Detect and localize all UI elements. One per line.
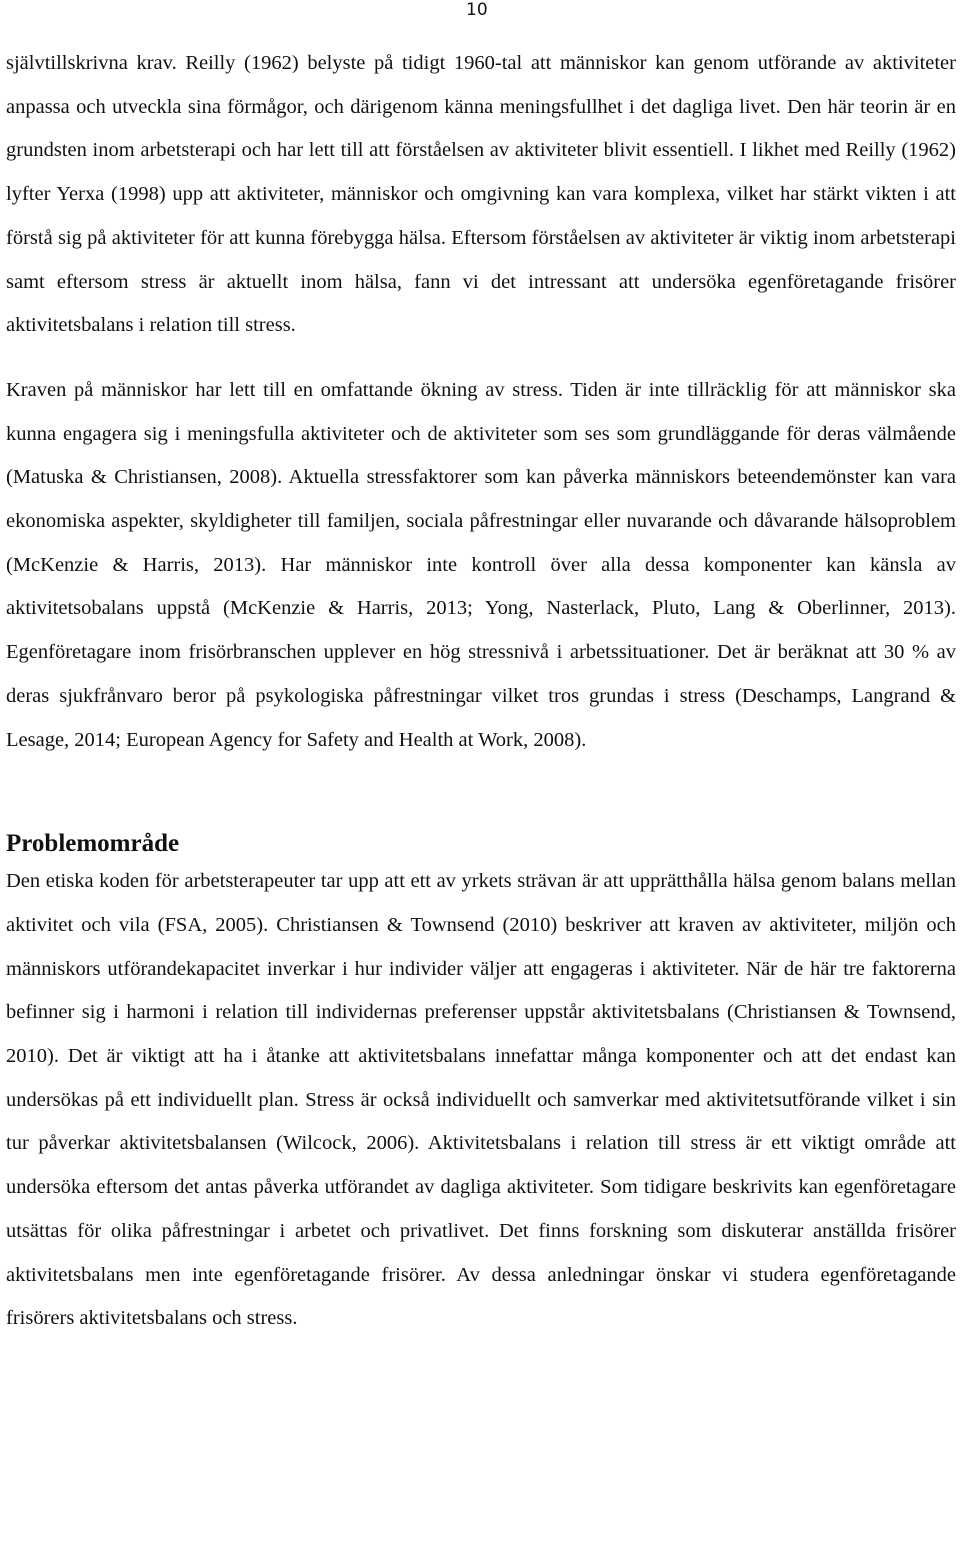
paragraph-problem-area: Den etiska koden för arbetsterapeuter tar upp att ett av yrkets strävan är att upprätthålla hälsa genom balans mellan aktivitet och vila (FSA, 2005). Christiansen & Townsend (2010) beskriver att kraven av aktiviteter, miljön och människors utförandekapacitet inverkar i hur individer väljer att engageras i aktiviteter. När de här tre faktorerna befinner sig i harmoni i relation till individernas preferenser uppstår aktivitetsbalans (Christiansen & Townsend, 2010). Det är viktigt att ha i åtanke att aktivitetsbalans innefattar många komponenter och att det endast kan undersökas på ett individuellt plan. Stress är också individuellt och samverkar med aktivitetsutförande vilket i sin tur påverkar aktivitetsbalansen (Wilcock, 2006). Aktivitetsbalans i relation till stress är ett viktigt område att undersöka eftersom det antas påverka utförandet av dagliga aktiviteter. Som tidigare beskrivits kan egenföretagare utsättas för olika påfrestningar i arbetet och privatlivet. Det finns forskning som diskuterar anställda frisörer aktivitetsbalans men inte egenföretagande frisörer. Av dessa anledningar önskar vi studera egenföretagande frisörers aktivitetsbalans och stress. <box>6 870 956 1330</box>
paragraph-stress-demands: Kraven på människor har lett till en omfattande ökning av stress. Tiden är inte tillräcklig för att människor ska kunna engagera sig i meningsfulla aktiviteter och de aktiviteter som ses som grundläggande för deras välmående (Matuska & Christiansen, 2008). Aktuella stressfaktorer som kan påverka människors beteendemönster kan vara ekonomiska aspekter, skyldigheter till familjen, sociala påfrestningar eller nuvarande och dåvarande hälsoproblem (McKenzie & Harris, 2013). Har människor inte kontroll över alla dessa komponenter kan känsla av aktivitetsobalans uppstå (McKenzie & Harris, 2013; Yong, Nasterlack, Pluto, Lang & Oberlinner, 2013). Egenföretagare inom frisörbranschen upplever en hög stressnivå i arbetssituationer. Det är beräknat att 30 % av deras sjukfrånvaro beror på psykologiska påfrestningar vilket tros grundas i stress (Deschamps, Langrand & Lesage, 2014; European Agency for Safety and Health at Work, 2008). <box>6 378 956 751</box>
document-body <box>6 42 956 1341</box>
page-number: 10 <box>466 0 488 20</box>
section-heading-problemomrade: Problemområde <box>6 830 180 858</box>
paragraph-intro-continued: självtillskrivna krav. Reilly (1962) belyste på tidigt 1960-tal att människor kan genom utförande av aktiviteter anpassa och utveckla sina förmågor, och därigenom känna meningsfullhet i det dagliga livet. Den här teorin är en grundsten inom arbetsterapi och har lett till att förståelsen av aktiviteter blivit essentiell. I likhet med Reilly (1962) lyfter Yerxa (1998) upp att aktiviteter, människor och omgivning kan vara komplexa, vilket har stärkt vikten i att förstå sig på aktiviteter för att kunna förebygga hälsa. Eftersom förståelsen av aktiviteter är viktig inom arbetsterapi samt eftersom stress är aktuellt inom hälsa, fann vi det intressant att undersöka egenföretagande frisörer aktivitetsbalans i relation till stress. <box>6 52 956 337</box>
